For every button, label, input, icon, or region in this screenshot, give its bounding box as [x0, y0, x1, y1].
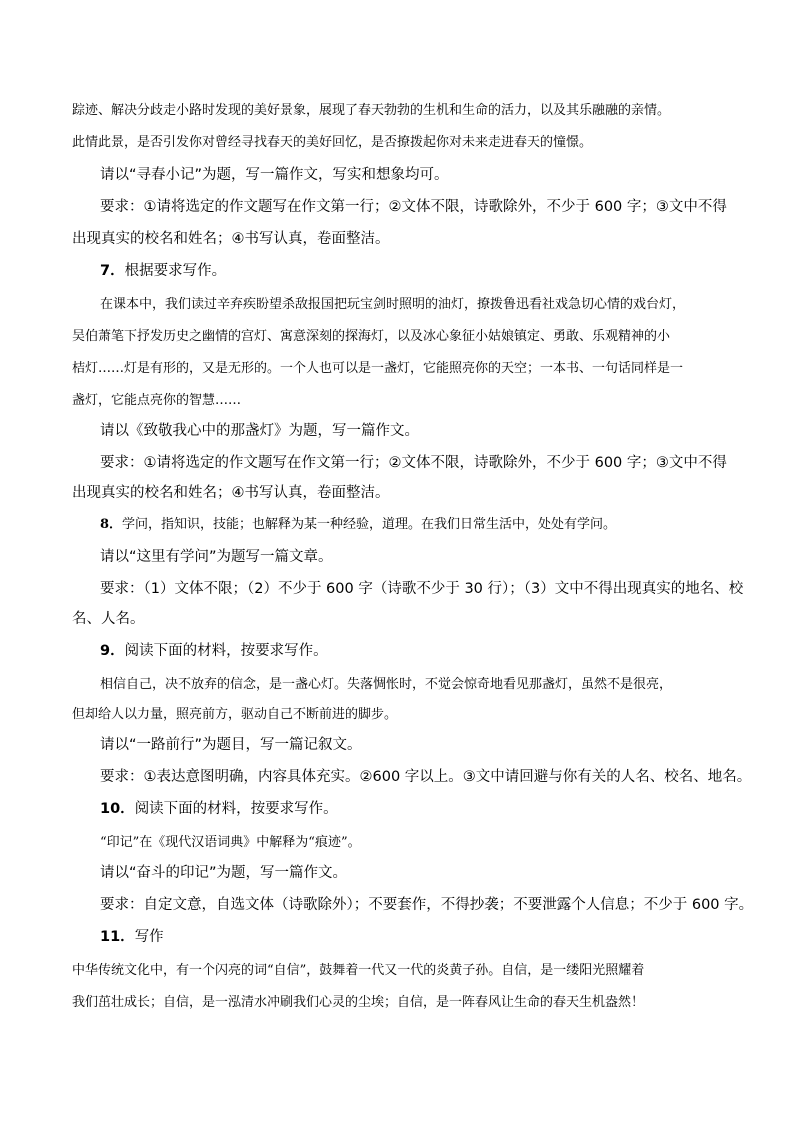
question-heading [100, 930, 164, 945]
material-text: 相信自己，决不放弃的信念，是一盏心灯。失落惆怅时，不觉会惊奇地看见那盏灯，虽然不是很亮， [100, 677, 673, 692]
prompt-text: 请以“这里有学问”为题写一篇文章。 [100, 549, 333, 565]
question-heading [100, 264, 226, 279]
requirements-text: 要求：①请将选定的作文题写在作文第一行；②文体不限，诗歌除外，不少于 600 字；③文中不得 [100, 455, 727, 471]
material-text: 中华传统文化中，有一个闪亮的词“自信”，鼓舞着一代又一代的炎黄子孙。自信，是一缕阳光照耀着 [72, 963, 645, 978]
requirements-text: 出现真实的校名和姓名；④书写认真，卷面整洁。 [72, 231, 390, 247]
question-number: 9． [100, 643, 125, 659]
prompt-text: 请以《致敬我心中的那盏灯》为题，写一篇作文。 [100, 423, 419, 439]
prompt-text: 请以“奋斗的印记”为题，写一篇作文。 [100, 865, 348, 881]
question-heading [100, 802, 338, 817]
prompt-text: 请以“一路前行”为题目，写一篇记叙文。 [100, 737, 362, 753]
question-heading [100, 518, 616, 531]
question-title: 阅读下面的材料，按要求写作。 [124, 643, 328, 659]
question-number: 8． [100, 517, 123, 532]
requirements-text: 要求：①请将选定的作文题写在作文第一行；②文体不限，诗歌除外，不少于 600 字；③文中不得 [100, 199, 727, 215]
material-text: 我们茁壮成长；自信，是一泓清水冲刷我们心灵的尘埃；自信，是一阵春风让生命的春天生机盎然！ [72, 995, 645, 1010]
material-text: “印记”在《现代汉语词典》中解释为“痕迹”。 [100, 835, 361, 850]
question-number: 11． [100, 929, 135, 945]
material-text: 踪迹、解决分歧走小路时发现的美好景象，展现了春天勃勃的生机和生命的活力，以及其乐融融的亲情。 [72, 103, 671, 118]
prompt-text: 请以“寻春小记”为题，写一篇作文，写实和想象均可。 [100, 167, 449, 183]
material-text: 吴伯萧笔下抒发历史之幽情的宫灯、寓意深刻的探海灯，以及冰心象征小姑娘镇定、勇敢、乐观精神的小 [72, 329, 671, 344]
requirements-text: 要求：自定文意，自选文体（诗歌除外）；不要套作，不得抄袭；不要泄露个人信息；不少于 600 字。 [100, 897, 754, 913]
question-number: 10． [100, 801, 135, 817]
requirements-text: 出现真实的校名和姓名；④书写认真，卷面整洁。 [72, 485, 390, 501]
material-text: 在课本中，我们读过辛弃疾盼望杀敌报国把玩宝剑时照明的油灯，撩拨鲁迅看社戏急切心情的戏台灯， [100, 297, 686, 312]
question-title: 学问，指知识，技能；也解释为某一种经验，道理。在我们日常生活中，处处有学问。 [122, 517, 617, 532]
material-text: 桔灯……灯是有形的，又是无形的。一个人也可以是一盏灯，它能照亮你的天空；一本书、一句话同样是一 [72, 361, 684, 376]
question-title: 根据要求写作。 [124, 263, 227, 279]
question-title: 阅读下面的材料，按要求写作。 [134, 801, 338, 817]
question-number: 7． [100, 263, 125, 279]
question-title: 写作 [134, 929, 164, 945]
requirements-text: 名、人名。 [72, 611, 145, 627]
requirements-text: 要求：①表达意图明确，内容具体充实。②600 字以上。③文中请回避与你有关的人名、校名、地名。 [100, 769, 752, 785]
question-heading [100, 644, 328, 659]
requirements-text: 要求：（1）文体不限；（2）不少于 600 字（诗歌不少于 30 行）；（3）文中不得出现真实的地名、校 [100, 581, 744, 597]
material-text: 但却给人以力量，照亮前方，驱动自己不断前进的脚步。 [72, 707, 398, 722]
material-text: 盏灯，它能点亮你的智慧…… [72, 393, 242, 408]
material-text: 此情此景，是否引发你对曾经寻找春天的美好回忆，是否撩拨起你对未来走进春天的憧憬。 [72, 135, 593, 150]
